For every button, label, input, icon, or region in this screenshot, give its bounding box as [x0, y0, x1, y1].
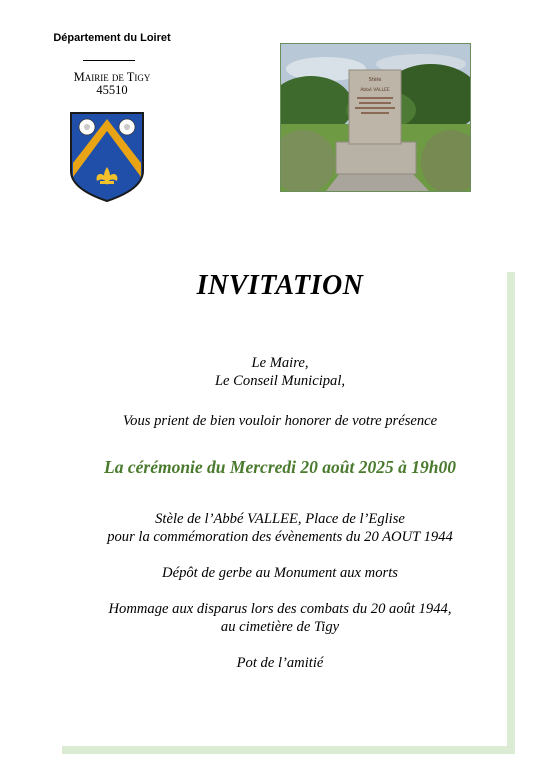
tribute-line-2: au cimetière de Tigy [220, 619, 340, 635]
mairie-postcode: 45510 [96, 83, 128, 97]
wreath-laying: Dépôt de gerbe au Monument aux morts [162, 565, 398, 581]
host-council: Le Conseil Municipal, [214, 373, 346, 389]
location [62, 510, 498, 546]
tribute [62, 600, 498, 636]
stele-text-1: Stèle [368, 77, 382, 83]
hosts [62, 354, 498, 390]
stele-text-2: Abbé VALLEE [360, 88, 390, 93]
memorial-photo [280, 43, 471, 192]
page-frame-bottom [62, 746, 515, 754]
location-line-2: pour la commémoration des évènements du 20 AOUT 1944 [107, 529, 453, 545]
coat-of-arms-icon [69, 111, 145, 203]
mairie-name [50, 71, 174, 97]
header-divider [83, 60, 135, 61]
tribute-line-1: Hommage aux disparus lors des combats du 20 août 1944, [108, 601, 452, 617]
invitation-title: INVITATION [196, 270, 364, 301]
host-mayor: Le Maire, [251, 355, 309, 371]
department-name: Département du Loiret [53, 32, 171, 44]
location-line-1: Stèle de l’Abbé VALLEE, Place de l’Eglise [155, 511, 405, 527]
invitation-body [62, 268, 498, 672]
page-frame-right [507, 272, 515, 754]
request-text: Vous prient de bien vouloir honorer de votre présence [122, 413, 438, 429]
reception: Pot de l’amitié [236, 655, 324, 671]
ceremony-date: La cérémonie du Mercredi 20 août 2025 à 19h00 [104, 457, 456, 477]
mairie-town: Mairie de Tigy [73, 70, 151, 84]
